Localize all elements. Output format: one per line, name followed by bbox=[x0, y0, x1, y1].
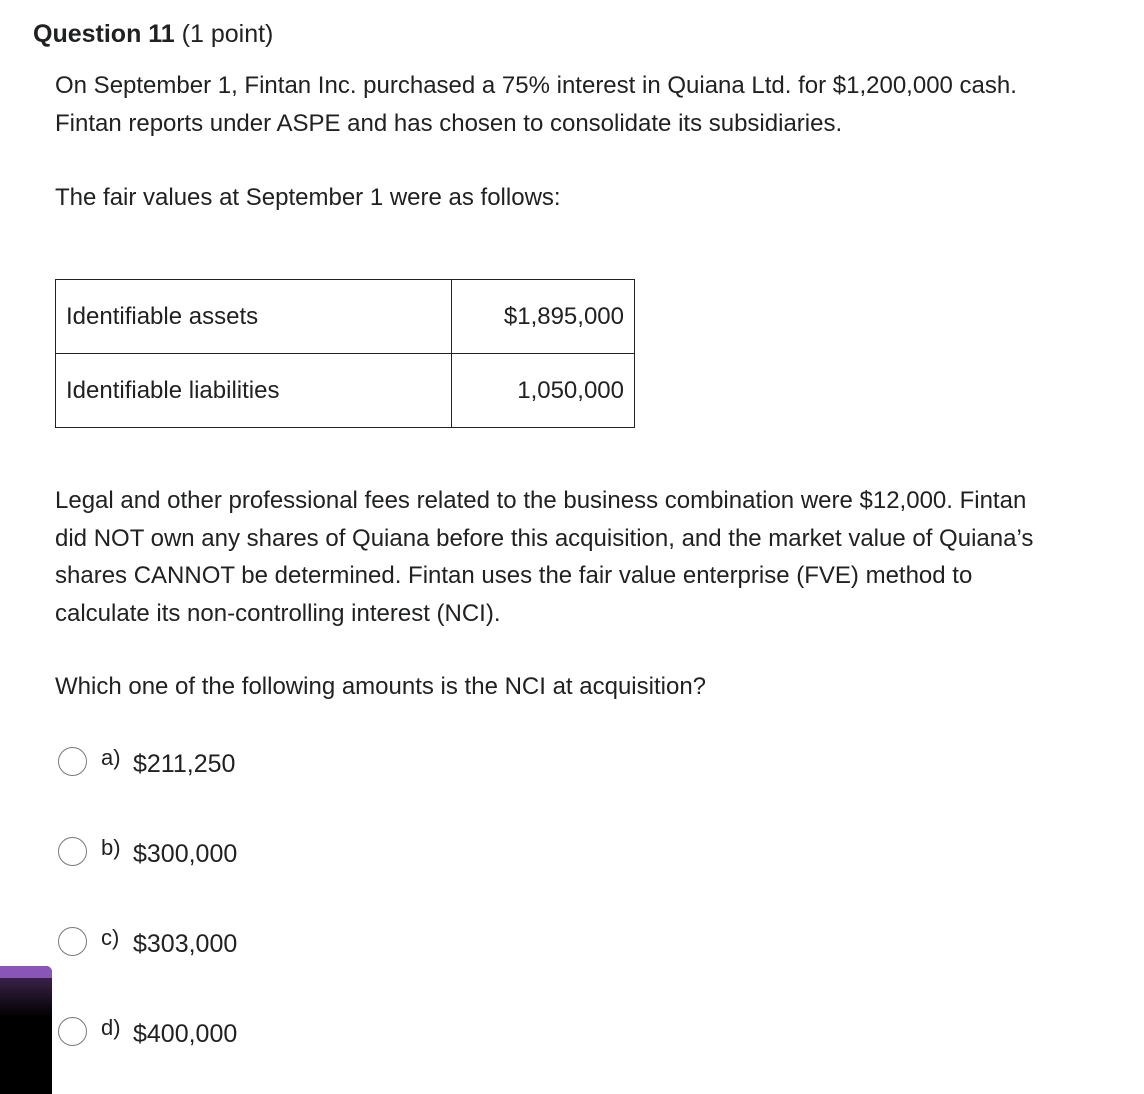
choice-amount: $400,000 bbox=[133, 1019, 238, 1048]
choice-b[interactable] bbox=[58, 833, 237, 869]
side-panel-tab[interactable] bbox=[0, 966, 52, 1094]
choice-letter: a) bbox=[101, 745, 121, 770]
row-value: $1,895,000 bbox=[452, 280, 635, 354]
table-intro-text: The fair values at September 1 were as follows: bbox=[55, 184, 561, 211]
table-row bbox=[56, 354, 635, 428]
choice-c[interactable] bbox=[58, 923, 237, 959]
table-row bbox=[56, 280, 635, 354]
choice-a[interactable] bbox=[58, 743, 235, 779]
radio-button[interactable] bbox=[58, 747, 87, 776]
radio-button[interactable] bbox=[58, 927, 87, 956]
side-panel-gradient bbox=[0, 978, 52, 1018]
question-intro-text: On September 1, Fintan Inc. purchased a 75% interest in Quiana Ltd. for $1,200,000 cash. Fintan reports under ASPE and has chosen to consolidate its subsidiaries. bbox=[55, 72, 1017, 137]
choice-letter: d) bbox=[101, 1015, 121, 1040]
choice-letter: b) bbox=[101, 835, 121, 860]
row-label: Identifiable assets bbox=[56, 280, 452, 354]
question-header bbox=[33, 18, 273, 50]
choice-d[interactable] bbox=[58, 1013, 237, 1049]
question-title: Question 11 bbox=[33, 20, 175, 48]
question-points: (1 point) bbox=[181, 20, 274, 48]
row-value: 1,050,000 bbox=[452, 354, 635, 428]
choice-letter: c) bbox=[101, 925, 120, 950]
question-details-text: Legal and other professional fees related to the business combination were $12,000. Fintan did NOT own any shares of Quiana before this acquisition, and the market value of Quiana’s shares CANNOT be determined. Fintan uses the fair value enterprise (FVE) method to calculate its non-controlling interest (NCI). bbox=[55, 487, 1034, 627]
question-prompt: Which one of the following amounts is the NCI at acquisition? bbox=[55, 673, 707, 700]
radio-button[interactable] bbox=[58, 837, 87, 866]
choice-amount: $303,000 bbox=[133, 929, 238, 958]
radio-button[interactable] bbox=[58, 1017, 87, 1046]
fair-values-table bbox=[55, 279, 635, 428]
side-panel-accent bbox=[0, 966, 52, 978]
choice-amount: $211,250 bbox=[133, 749, 236, 778]
choice-amount: $300,000 bbox=[133, 839, 238, 868]
row-label: Identifiable liabilities bbox=[56, 354, 452, 428]
